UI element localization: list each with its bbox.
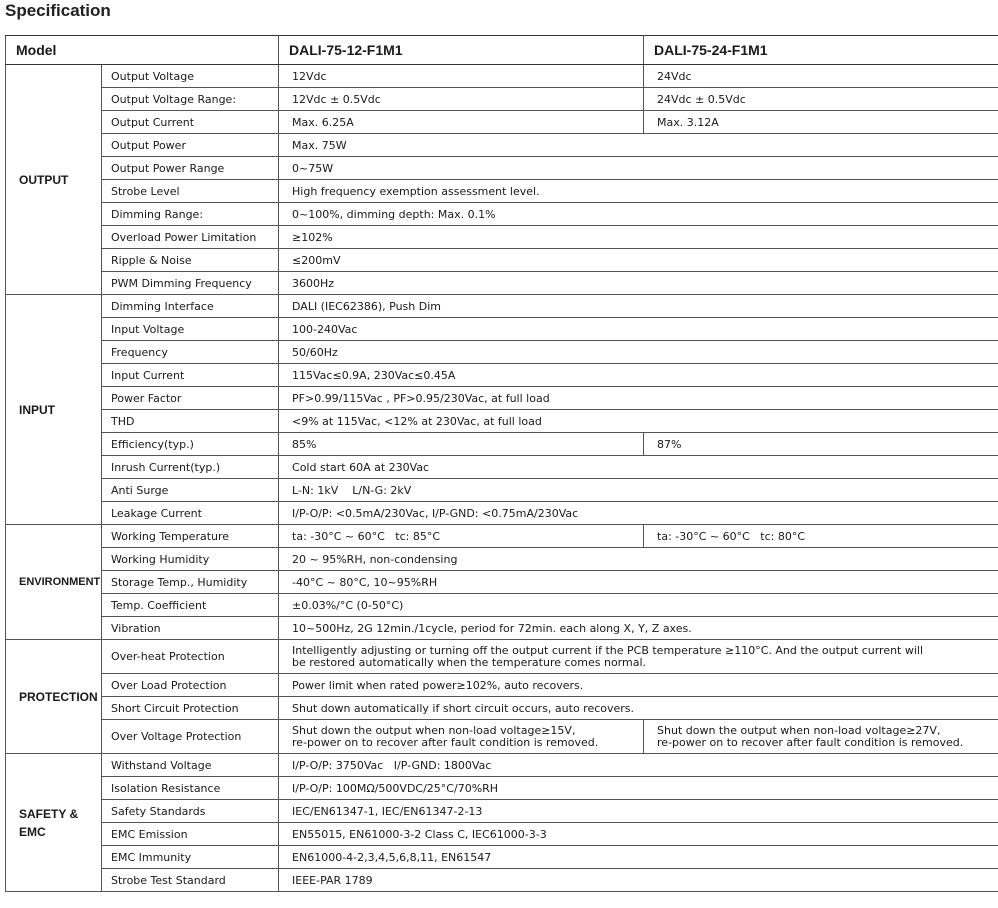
table-row (6, 479, 998, 502)
spec-value: Shut down automatically if short circuit occurs, auto recovers. (279, 697, 998, 720)
spec-label: Working Humidity (102, 548, 279, 571)
spec-value: -40°C ~ 80°C, 10~95%RH (279, 571, 998, 594)
table-row (6, 318, 998, 341)
spec-value-line: Shut down the output when non-load voltage≥15V, (292, 723, 576, 737)
page-title: Specification (5, 1, 111, 20)
table-row (6, 180, 998, 203)
table-row (6, 410, 998, 433)
spec-value: PF>0.99/115Vac , PF>0.95/230Vac, at full load (279, 387, 998, 410)
spec-value: ±0.03%/°C (0-50°C) (279, 594, 998, 617)
spec-label: Over Voltage Protection (102, 720, 279, 754)
spec-value: ta: -30°C ~ 60°C tc: 85°C (279, 525, 644, 548)
group-label-line: EMC (19, 824, 46, 839)
header-row (6, 36, 998, 65)
table-row (6, 823, 998, 846)
spec-label: Short Circuit Protection (102, 697, 279, 720)
spec-value: <9% at 115Vac, <12% at 230Vac, at full load (279, 410, 998, 433)
spec-label: EMC Emission (102, 823, 279, 846)
spec-value-line: re-power on to recover after fault condition is removed. (292, 735, 599, 749)
table-row (6, 800, 998, 823)
spec-value: I/P-O/P: <0.5mA/230Vac, I/P-GND: <0.75mA/230Vac (279, 502, 998, 525)
spec-label: Dimming Interface (102, 295, 279, 318)
table-row (6, 433, 998, 456)
table-row (6, 341, 998, 364)
table-row (6, 295, 998, 318)
spec-label: THD (102, 410, 279, 433)
spec-value: Max. 6.25A (279, 111, 644, 134)
spec-value: IEC/EN61347-1, IEC/EN61347-2-13 (279, 800, 998, 823)
spec-value: 0~100%, dimming depth: Max. 0.1% (279, 203, 998, 226)
spec-value: 24Vdc ± 0.5Vdc (644, 88, 998, 111)
spec-label: Safety Standards (102, 800, 279, 823)
spec-label: Dimming Range: (102, 203, 279, 226)
spec-value (644, 720, 998, 754)
spec-value: Cold start 60A at 230Vac (279, 456, 998, 479)
spec-value: 87% (644, 433, 998, 456)
table-row (6, 272, 998, 295)
spec-value: ta: -30°C ~ 60°C tc: 80°C (644, 525, 998, 548)
model-col2-header: DALI-75-24-F1M1 (644, 36, 998, 65)
spec-label: Isolation Resistance (102, 777, 279, 800)
spec-value-line: be restored automatically when the temperature comes normal. (292, 655, 647, 669)
group-protection: PROTECTION (6, 640, 102, 754)
table-row (6, 754, 998, 777)
spec-value: IEEE-PAR 1789 (279, 869, 998, 892)
spec-value: 24Vdc (644, 65, 998, 88)
spec-value: High frequency exemption assessment level. (279, 180, 998, 203)
spec-value: 12Vdc ± 0.5Vdc (279, 88, 644, 111)
table-row (6, 364, 998, 387)
table-row (6, 869, 998, 892)
model-header: Model (6, 36, 279, 65)
spec-label: EMC Immunity (102, 846, 279, 869)
table-row (6, 203, 998, 226)
table-row (6, 640, 998, 674)
spec-value: Max. 3.12A (644, 111, 998, 134)
table-row (6, 502, 998, 525)
spec-label: Frequency (102, 341, 279, 364)
spec-value-line: Shut down the output when non-load voltage≥27V, (657, 723, 941, 737)
spec-label: Anti Surge (102, 479, 279, 502)
spec-value: L-N: 1kV L/N-G: 2kV (279, 479, 998, 502)
spec-label: Over Load Protection (102, 674, 279, 697)
spec-value: 0~75W (279, 157, 998, 180)
spec-label: Strobe Test Standard (102, 869, 279, 892)
table-row (6, 226, 998, 249)
spec-label: PWM Dimming Frequency (102, 272, 279, 295)
spec-value: ≥102% (279, 226, 998, 249)
spec-value (279, 640, 998, 674)
spec-label: Output Current (102, 111, 279, 134)
spec-label: Output Power Range (102, 157, 279, 180)
table-row (6, 697, 998, 720)
group-environment: ENVIRONMENT (6, 525, 102, 640)
spec-value: 115Vac≤0.9A, 230Vac≤0.45A (279, 364, 998, 387)
group-output: OUTPUT (6, 65, 102, 295)
table-row (6, 846, 998, 869)
spec-value: 100-240Vac (279, 318, 998, 341)
table-row (6, 594, 998, 617)
spec-label: Ripple & Noise (102, 249, 279, 272)
spec-label: Overload Power Limitation (102, 226, 279, 249)
spec-label: Inrush Current(typ.) (102, 456, 279, 479)
spec-label: Working Temperature (102, 525, 279, 548)
group-label-line: SAFETY & (19, 806, 79, 821)
spec-label: Power Factor (102, 387, 279, 410)
spec-label: Vibration (102, 617, 279, 640)
table-row (6, 777, 998, 800)
table-row (6, 65, 998, 88)
spec-value: 12Vdc (279, 65, 644, 88)
table-row (6, 456, 998, 479)
spec-label: Temp. Coefficient (102, 594, 279, 617)
spec-value: I/P-O/P: 3750Vac I/P-GND: 1800Vac (279, 754, 998, 777)
table-row (6, 571, 998, 594)
spec-value: I/P-O/P: 100MΩ/500VDC/25°C/70%RH (279, 777, 998, 800)
group-input: INPUT (6, 295, 102, 525)
spec-value: ≤200mV (279, 249, 998, 272)
table-row (6, 111, 998, 134)
specification-table (5, 35, 998, 892)
spec-label: Output Voltage Range: (102, 88, 279, 111)
table-row (6, 157, 998, 180)
table-row (6, 134, 998, 157)
spec-value: 85% (279, 433, 644, 456)
spec-value: 20 ~ 95%RH, non-condensing (279, 548, 998, 571)
model-col1-header: DALI-75-12-F1M1 (279, 36, 644, 65)
table-row (6, 387, 998, 410)
spec-label: Input Current (102, 364, 279, 387)
table-row (6, 548, 998, 571)
spec-value: Max. 75W (279, 134, 998, 157)
spec-value: DALI (IEC62386), Push Dim (279, 295, 998, 318)
spec-label: Output Power (102, 134, 279, 157)
spec-label: Over-heat Protection (102, 640, 279, 674)
table-row (6, 674, 998, 697)
spec-label: Storage Temp., Humidity (102, 571, 279, 594)
spec-value: 10~500Hz, 2G 12min./1cycle, period for 72min. each along X, Y, Z axes. (279, 617, 998, 640)
table-row (6, 720, 998, 754)
spec-value-line: re-power on to recover after fault condition is removed. (657, 735, 964, 749)
spec-value (279, 720, 644, 754)
spec-value: EN61000-4-2,3,4,5,6,8,11, EN61547 (279, 846, 998, 869)
spec-value: Power limit when rated power≥102%, auto recovers. (279, 674, 998, 697)
table-row (6, 525, 998, 548)
table-row (6, 249, 998, 272)
spec-label: Leakage Current (102, 502, 279, 525)
spec-label: Output Voltage (102, 65, 279, 88)
spec-value: 50/60Hz (279, 341, 998, 364)
spec-value-line: Intelligently adjusting or turning off the output current if the PCB temperature ≥110°C. And the output current will (292, 643, 924, 657)
spec-label: Withstand Voltage (102, 754, 279, 777)
spec-label: Input Voltage (102, 318, 279, 341)
spec-label: Strobe Level (102, 180, 279, 203)
table-row (6, 88, 998, 111)
spec-label: Efficiency(typ.) (102, 433, 279, 456)
table-row (6, 617, 998, 640)
group-safety-emc (6, 754, 102, 892)
spec-value: EN55015, EN61000-3-2 Class C, IEC61000-3-3 (279, 823, 998, 846)
spec-value: 3600Hz (279, 272, 998, 295)
